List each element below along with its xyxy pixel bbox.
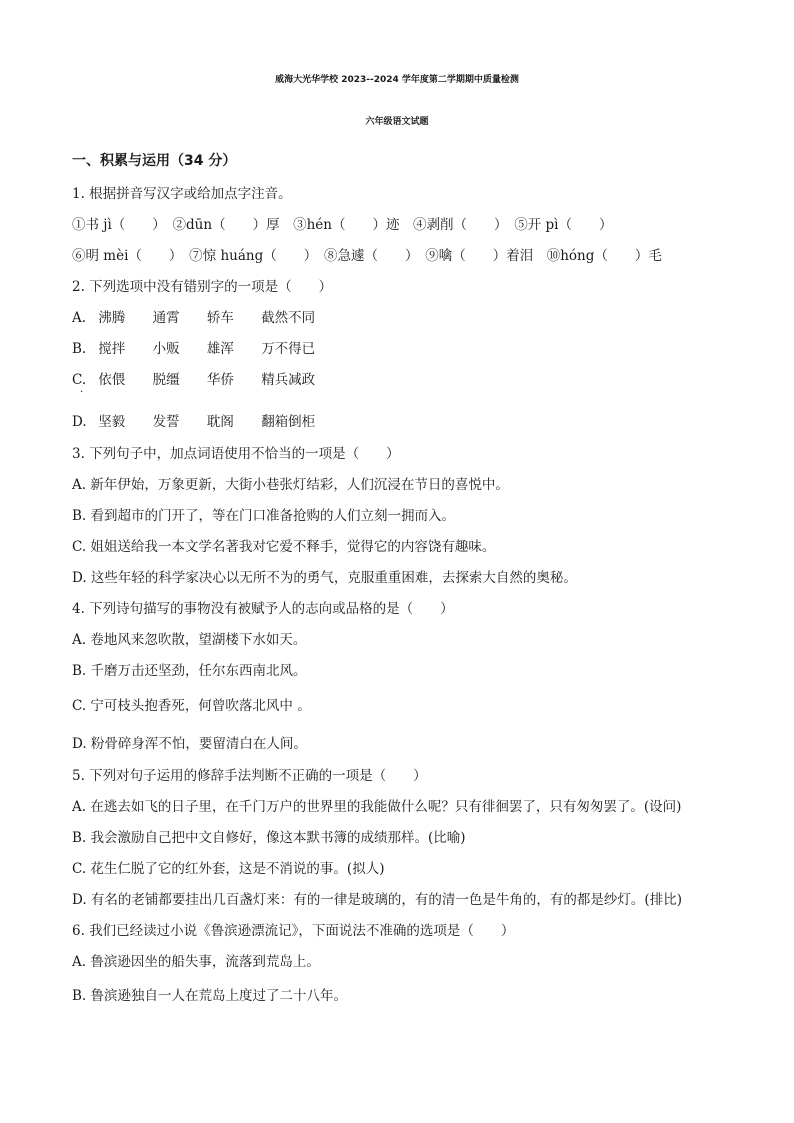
q1-line-2: ⑥明 mèi（ ） ⑦惊 huáng（ ） ⑧急遽（ ） ⑨噙（ ）着泪 ⑩hóng（ ）毛 <box>72 248 662 264</box>
stray-dot-mark: · <box>80 387 84 398</box>
q2-option-a <box>72 306 315 326</box>
q3-option-b: B. 看到超市的门开了，等在门口准备抢购的人们立刻一拥而入。 <box>72 508 456 524</box>
option-word: 通霄 <box>152 310 180 326</box>
q2-option-c <box>72 368 315 388</box>
q1-line-1: ①书 jì（ ） ②dūn（ ）厚 ③hén（ ）迹 ④剥削（ ） ⑤开 pì（ ） <box>72 217 613 233</box>
q3-option-a: A. 新年伊始，万象更新，大街小巷张灯结彩，人们沉浸在节日的喜悦中。 <box>72 477 509 493</box>
option-word: 精兵减政 <box>261 372 316 388</box>
exam-subtitle: 六年级语文试题 <box>365 117 429 127</box>
q4-stem: 4. 下列诗句描写的事物没有被赋予人的志向或品格的是（ ） <box>72 601 454 617</box>
q3-stem: 3. 下列句子中，加点词语使用不恰当的一项是（ ） <box>72 446 400 462</box>
q2-option-d <box>72 410 315 430</box>
option-word: 万不得已 <box>261 341 316 357</box>
option-letter: B. <box>72 341 87 357</box>
option-word: 沸腾 <box>98 310 126 326</box>
option-word: 翻箱倒柜 <box>261 414 316 430</box>
q5-option-a: A. 在逃去如飞的日子里，在千门万户的世界里的我能做什么呢？只有徘徊罢了，只有匆匆罢了。(设问) <box>72 799 682 815</box>
q5-option-d: D. 有名的老铺都要挂出几百盏灯来：有的一律是玻璃的，有的清一色是牛角的，有的都是纱灯。(排比) <box>72 892 682 908</box>
q4-option-b: B. 千磨万击还坚劲，任尔东西南北风。 <box>72 663 307 679</box>
option-word: 发誓 <box>152 414 180 430</box>
option-word: 截然不同 <box>261 310 316 326</box>
option-word: 依偎 <box>98 372 126 388</box>
q3-option-c: C. 姐姐送给我一本文学名著我对它爱不释手，觉得它的内容饶有趣味。 <box>72 539 496 555</box>
q5-option-c: C. 花生仁脱了它的红外套，这是不消说的事。(拟人) <box>72 861 385 877</box>
option-word: 脱缰 <box>152 372 180 388</box>
q1-stem: 1. 根据拼音写汉字或给加点字注音。 <box>72 186 292 202</box>
q2-stem: 2. 下列选项中没有错别字的一项是（ ） <box>72 279 333 295</box>
option-word: 华侨 <box>206 372 234 388</box>
option-letter: D. <box>72 414 87 430</box>
option-word: 雄浑 <box>206 341 234 357</box>
q5-option-b: B. 我会激励自己把中文自修好，像这本默书簿的成绩那样。(比喻) <box>72 830 466 846</box>
q6-option-a: A. 鲁滨逊因坐的船失事，流落到荒岛上。 <box>72 954 320 970</box>
option-word: 耽阁 <box>206 414 234 430</box>
option-word: 小贩 <box>152 341 180 357</box>
exam-title: 威海大光华学校 2023--2024 学年度第二学期期中质量检测 <box>275 75 519 85</box>
q3-option-d: D. 这些年轻的科学家决心以无所不为的勇气，克服重重困难，去探索大自然的奥秘。 <box>72 570 577 586</box>
option-word: 坚毅 <box>98 414 126 430</box>
q4-option-c: C. 宁可枝头抱香死，何曾吹落北风中 。 <box>72 698 311 714</box>
option-word: 轿车 <box>206 310 234 326</box>
q5-stem: 5. 下列对句子运用的修辞手法判断不正确的一项是（ ） <box>72 768 427 784</box>
q6-option-b: B. 鲁滨逊独自一人在荒岛上度过了二十八年。 <box>72 988 348 1004</box>
q4-option-a: A. 卷地风来忽吹散，望湖楼下水如天。 <box>72 632 307 648</box>
q4-option-d: D. 粉骨碎身浑不怕，要留清白在人间。 <box>72 736 307 752</box>
q2-option-b <box>72 337 315 357</box>
option-word: 搅拌 <box>98 341 126 357</box>
option-letter: C. <box>72 372 87 388</box>
section-heading: 一、积累与运用（34 分） <box>72 153 237 169</box>
q6-stem: 6. 我们已经读过小说《鲁滨逊漂流记》，下面说法不准确的选项是（ ） <box>72 923 515 939</box>
option-letter: A. <box>72 310 87 326</box>
